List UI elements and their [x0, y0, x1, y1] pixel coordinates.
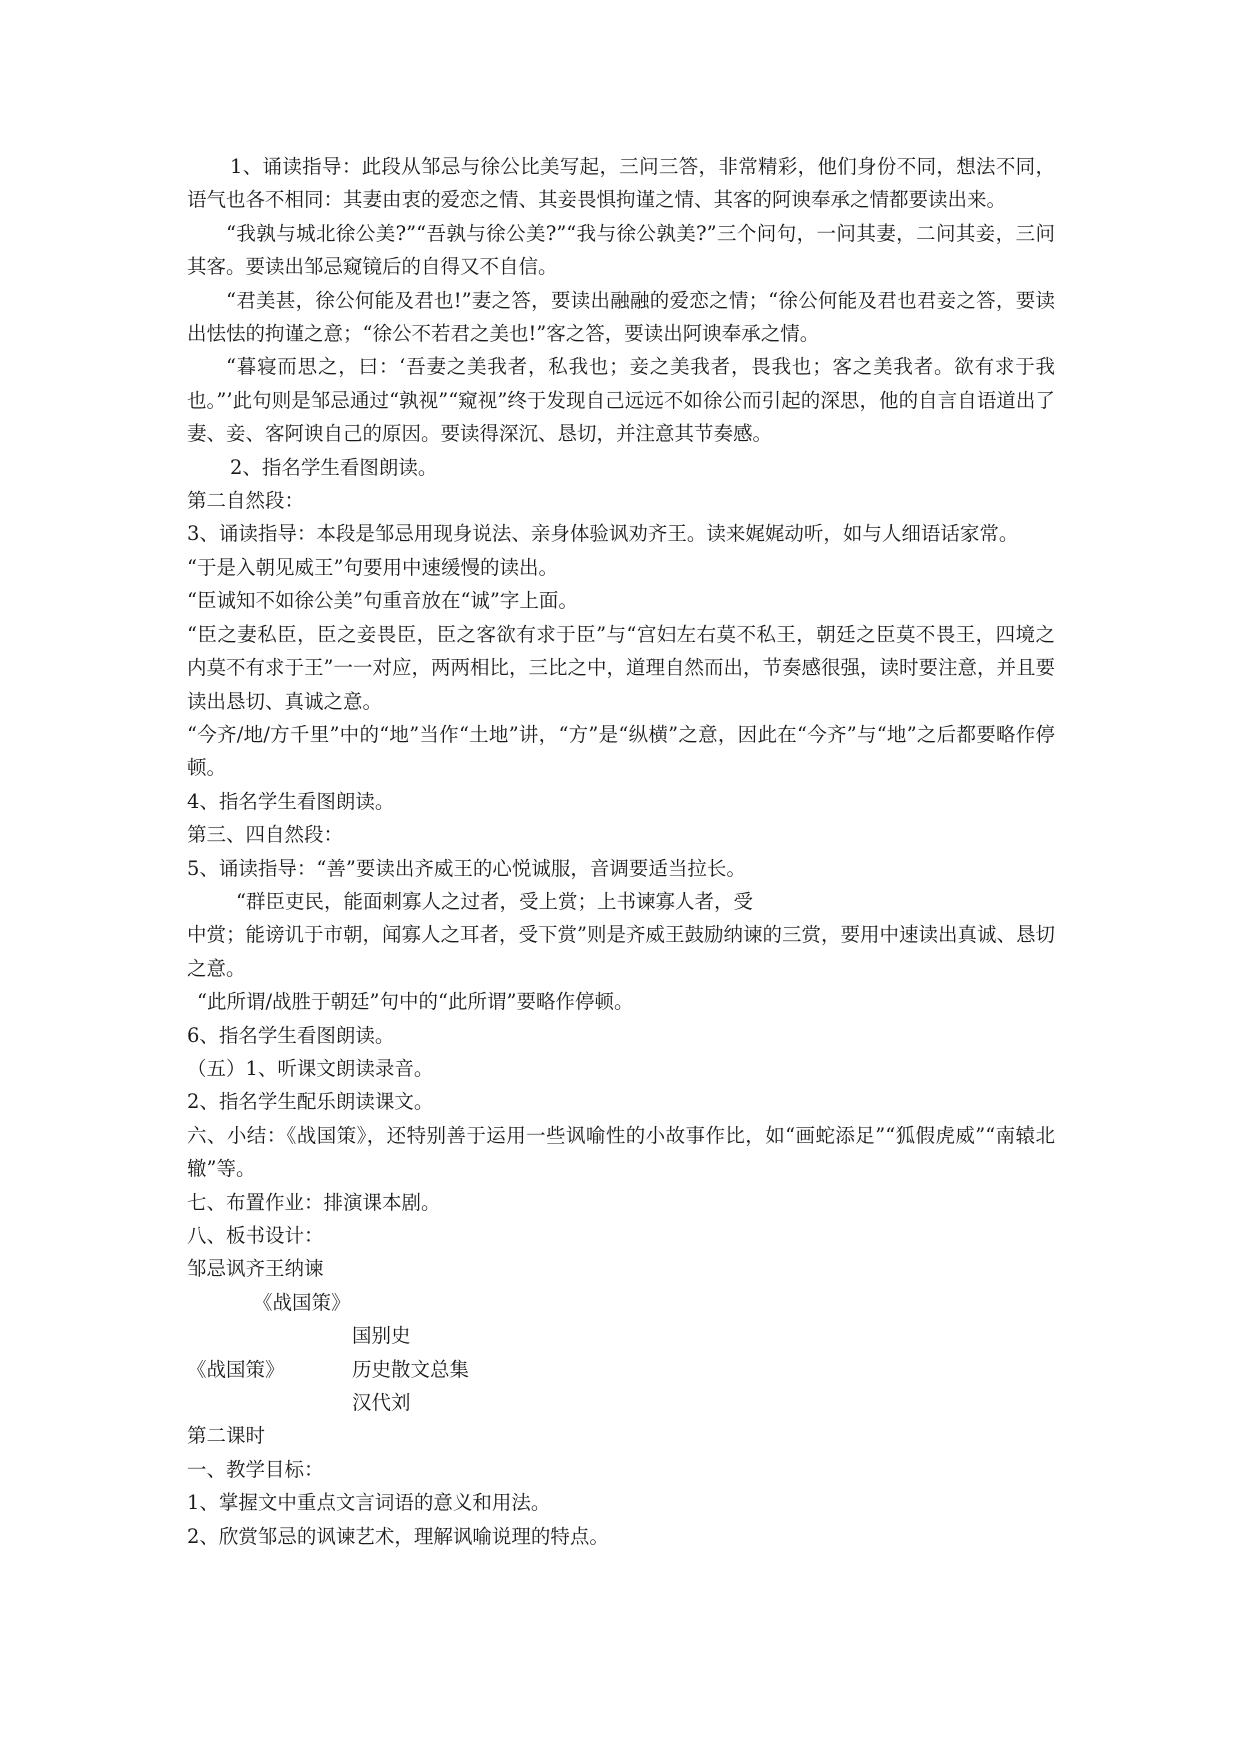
paragraph-reading-guide-5: 5、诵读指导：“善”要读出齐威王的心悦诚服，音调要适当拉长。 — [187, 856, 746, 880]
paragraph-line-4: “今齐/地/方千里”中的“地”当作“土地”讲，“方”是“纵横”之意，因此在“今齐”与“地”之后都要略作停顿。 — [187, 722, 1055, 780]
paragraph-rewards-part2: 中赏；能谤讥于市朝，闻寡人之耳者，受下赏”则是齐威王鼓励纳谏的三赏，要用中速读出真诚、恳切之意。 — [187, 923, 1055, 980]
paragraph-line-3: “臣之妻私臣，臣之妾畏臣，臣之客欲有求于臣”与“宫妇左右莫不私王，朝廷之臣莫不畏王，四境之内莫不有求于王”一一对应，两两相比，三比之中，道理自然而出，节奏感很强，读时要注意，并且要读出恳切、真诚之意。 — [187, 622, 1055, 713]
board-left-label: 《战国策》 — [187, 1357, 285, 1381]
section-heading-para2: 第二自然段： — [187, 489, 305, 513]
paragraph-read-aloud-4: 4、指名学生看图朗读。 — [187, 789, 395, 813]
objective-item: 1、掌握文中重点文言词语的意义和用法。 — [187, 1491, 551, 1515]
paragraph-reading-guide-3: 3、诵读指导：本段是邹忌用现身说法、亲身体验讽劝齐王。读来娓娓动听，如与人细语话家常。 — [187, 522, 1019, 546]
board-item: 历史散文总集 — [352, 1357, 470, 1381]
paragraph-line-2: “臣诚知不如徐公美”句重音放在“诚”字上面。 — [187, 589, 578, 613]
paragraph-reflection: “暮寝而思之，曰：‘吾妻之美我者，私我也；妾之美我者，畏我也；客之美我者。欲有求于我也。”’此句则是邹忌通过“孰视”“窥视”终于发现自己远远不如徐公而引起的深思，他的自言自语道出了妻、妾、客阿谀自己的原因。要读得深沉、恳切，并注意其节奏感。 — [187, 355, 1055, 446]
paragraph-read-aloud-2: 2、指名学生看图朗读。 — [230, 455, 438, 479]
paragraph-questions: “我孰与城北徐公美?”“吾孰与徐公美?”“我与徐公孰美?”三个问句，一问其妻，二问其妾，三问其客。要读出邹忌窥镜后的自得又不自信。 — [187, 221, 1055, 279]
paragraph-listen-recording: （五）1、听课文朗读录音。 — [187, 1056, 434, 1080]
paragraph-rewards-part1: “群臣吏民，能面刺寡人之过者，受上赏；上书谏寡人者，受 — [236, 889, 753, 913]
board-title: 邹忌讽齐王纳谏 — [187, 1257, 324, 1281]
paragraph-pause-note: “此所谓/战胜于朝廷”句中的“此所谓”要略作停顿。 — [197, 990, 634, 1014]
paragraph-summary: 六、小结：《战国策》，还特别善于运用一些讽喻性的小故事作比，如“画蛇添足”“狐假虎威”“南辕北辙”等。 — [187, 1123, 1055, 1181]
section-heading-para3-4: 第三、四自然段： — [187, 823, 344, 847]
board-subtitle: 《战国策》 — [253, 1290, 351, 1314]
paragraph-reading-guide-1: 1、诵读指导：此段从邹忌与徐公比美写起，三问三答，非常精彩，他们身份不同，想法不同，语气也各不相同：其妻由衷的爱恋之情、其妾畏惧拘谨之情、其客的阿谀奉承之情都要读出来。 — [187, 155, 1055, 212]
paragraph-music-reading: 2、指名学生配乐朗读课文。 — [187, 1090, 434, 1114]
paragraph-homework: 七、布置作业：排演课本剧。 — [187, 1190, 441, 1214]
objective-item: 2、欣赏邹忌的讽谏艺术，理解讽喻说理的特点。 — [187, 1524, 609, 1548]
paragraph-board-design-heading: 八、板书设计： — [187, 1224, 324, 1247]
board-item: 国别史 — [352, 1324, 411, 1348]
board-item: 汉代刘 — [352, 1391, 411, 1414]
lesson-two-heading: 第二课时 — [187, 1424, 266, 1448]
paragraph-answers: “君美甚，徐公何能及君也!”妻之答，要读出融融的爱恋之情；“徐公何能及君也君妾之答，要读出怯怯的拘谨之意；“徐公不若君之美也!”客之答，要读出阿谀奉承之情。 — [187, 288, 1055, 346]
objectives-heading: 一、教学目标： — [187, 1457, 324, 1481]
paragraph-line-1: “于是入朝见威王”句要用中速缓慢的读出。 — [187, 555, 558, 579]
document-page — [187, 150, 1055, 1553]
board-design — [187, 1286, 1055, 1420]
paragraph-read-aloud-6: 6、指名学生看图朗读。 — [187, 1023, 395, 1047]
